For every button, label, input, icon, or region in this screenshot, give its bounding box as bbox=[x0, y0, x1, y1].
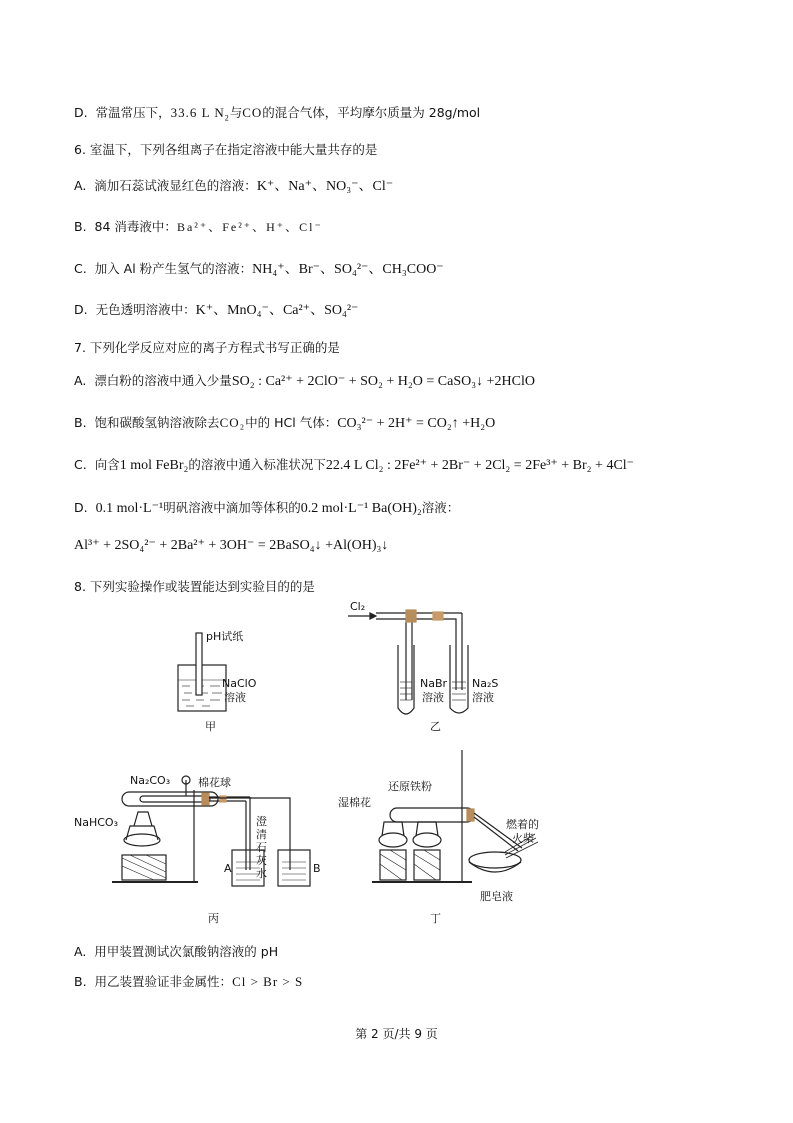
option-text: 84 消毒液中： bbox=[94, 219, 177, 234]
formula: 0.2 mol·L⁻¹ Ba(OH)₂ bbox=[300, 501, 422, 516]
jia-sol-label-1: NaClO bbox=[222, 677, 257, 690]
option-label: C. bbox=[74, 261, 87, 276]
option-text: 明矾溶液中滴加等体积的 bbox=[163, 500, 301, 515]
ding-match-label-2: 火柴 bbox=[512, 832, 534, 845]
jia-sol-label-2: 溶液 bbox=[224, 691, 246, 704]
q7-option-b bbox=[74, 413, 495, 432]
bing-a-label: A bbox=[224, 862, 232, 875]
page-footer: 第 2 页/共 9 页 bbox=[355, 1027, 438, 1041]
apparatus-yi bbox=[348, 610, 468, 714]
apparatus-figure bbox=[74, 600, 600, 935]
bing-cotton-label: 棉花球 bbox=[198, 776, 231, 789]
bing-lime-1: 澄 bbox=[256, 815, 267, 828]
q7-option-d bbox=[74, 498, 459, 517]
option-label: A. bbox=[74, 178, 87, 193]
bing-caption: 丙 bbox=[208, 912, 219, 925]
yi-gas-label: Cl₂ bbox=[350, 600, 366, 613]
text: 与 bbox=[229, 105, 243, 120]
option-label: D. bbox=[74, 500, 88, 515]
yi-tube1-label-2: 溶液 bbox=[422, 691, 444, 704]
bing-lime-3: 石 bbox=[256, 841, 267, 854]
option-label: A. bbox=[74, 373, 87, 388]
ions: K⁺、MnO₄⁻、Ca²⁺、SO₄²⁻ bbox=[195, 303, 359, 318]
option-text: 饱和碳酸氢钠溶液除去 bbox=[94, 415, 220, 430]
option-text: 用乙装置验证非金属性： bbox=[94, 974, 233, 989]
ding-soap-label: 肥皂液 bbox=[480, 890, 513, 903]
ding-caption: 丁 bbox=[430, 912, 441, 925]
q7-option-d-equation bbox=[74, 537, 388, 554]
formula: 33.6 L N bbox=[170, 105, 225, 120]
bing-left-label: NaHCO₃ bbox=[74, 816, 118, 829]
q6-option-d bbox=[74, 299, 358, 319]
ions: K⁺、Na⁺、NO₃⁻、Cl⁻ bbox=[256, 179, 394, 194]
q8-option-b bbox=[74, 972, 303, 990]
yi-tube2-label-1: Na₂S bbox=[472, 677, 499, 690]
option-text: 无色透明溶液中： bbox=[95, 302, 196, 317]
equation: SO₂ : Ca²⁺ + 2ClO⁻ + SO₂ + H₂O = CaSO₃↓ +2HClO bbox=[231, 374, 535, 389]
bing-lime-5: 水 bbox=[256, 867, 267, 880]
jia-caption: 甲 bbox=[205, 720, 216, 733]
option-label: B. bbox=[74, 974, 87, 989]
option-text: 中的 HCl 气体： bbox=[245, 415, 338, 430]
option-text: 向含 bbox=[94, 457, 120, 472]
option-text: 溶液： bbox=[421, 500, 460, 515]
ions: Ba²⁺、Fe²⁺、H⁺、Cl⁻ bbox=[176, 220, 323, 234]
formula: CO bbox=[242, 105, 263, 120]
option-text: 用甲装置测试次氯酸钠溶液的 pH bbox=[94, 944, 279, 959]
text: 的混合气体，平均摩尔质量为 28g/mol bbox=[262, 105, 481, 120]
ding-wet-label: 湿棉花 bbox=[338, 796, 371, 809]
equation: CO₃²⁻ + 2H⁺ = CO₂↑ +H₂O bbox=[337, 416, 496, 431]
bing-lime-2: 清 bbox=[256, 828, 267, 841]
option-text: 加入 Al 粉产生氢气的溶液： bbox=[94, 261, 253, 276]
ding-match-label-1: 燃着的 bbox=[506, 818, 539, 831]
formula: 1 mol FeBr₂ bbox=[119, 458, 189, 473]
option-label: B. bbox=[74, 415, 87, 430]
equation: 22.4 L Cl₂ : 2Fe²⁺ + 2Br⁻ + 2Cl₂ = 2Fe³⁺ + Br₂ + 4Cl⁻ bbox=[325, 458, 635, 473]
question-8: 8. 下列实验操作或装置能达到实验目的的是 bbox=[74, 579, 315, 594]
q7-option-c bbox=[74, 455, 634, 474]
yi-caption: 乙 bbox=[430, 720, 441, 733]
option-text: 的溶液中通入标准状况下 bbox=[188, 457, 326, 472]
yi-tube2-label-2: 溶液 bbox=[472, 691, 494, 704]
bing-b-label: B bbox=[313, 862, 321, 875]
question-6: 6. 室温下，下列各组离子在指定溶液中能大量共存的是 bbox=[74, 142, 378, 157]
formula: 0.1 mol·L⁻¹ bbox=[95, 501, 164, 516]
subscript: 2 bbox=[224, 113, 230, 123]
formula: CO₂ bbox=[219, 415, 246, 430]
option-label: D. bbox=[74, 105, 88, 120]
relation: Cl > Br > S bbox=[232, 974, 304, 989]
q6-option-c bbox=[74, 258, 444, 278]
apparatus-jia bbox=[178, 633, 226, 711]
bing-top-label: Na₂CO₃ bbox=[130, 774, 171, 787]
option-label: D. bbox=[74, 302, 88, 317]
q7-option-a bbox=[74, 371, 535, 390]
apparatus-bing bbox=[112, 776, 310, 886]
equation: Al³⁺ + 2SO₄²⁻ + 2Ba²⁺ + 3OH⁻ = 2BaSO₄↓ +Al(OH)₃↓ bbox=[74, 538, 389, 553]
text: 常温常压下， bbox=[95, 105, 171, 120]
q6-option-b bbox=[74, 217, 323, 235]
option-label: A. bbox=[74, 944, 87, 959]
option-text: 滴加石蕊试液显红色的溶液： bbox=[94, 178, 257, 193]
option-d-prev bbox=[74, 103, 480, 123]
ding-iron-label: 还原铁粉 bbox=[388, 780, 432, 793]
yi-tube1-label-1: NaBr bbox=[420, 677, 448, 690]
option-text: 漂白粉的溶液中通入少量 bbox=[94, 373, 232, 388]
jia-strip-label: pH试纸 bbox=[206, 630, 244, 643]
q8-option-a bbox=[74, 942, 278, 960]
bing-lime-4: 灰 bbox=[256, 854, 267, 867]
apparatus-ding bbox=[372, 750, 538, 882]
ions: NH₄⁺、Br⁻、SO₄²⁻、CH₃COO⁻ bbox=[252, 262, 444, 277]
question-7: 7. 下列化学反应对应的离子方程式书写正确的是 bbox=[74, 340, 340, 355]
option-label: C. bbox=[74, 457, 87, 472]
q6-option-a bbox=[74, 175, 393, 195]
option-label: B. bbox=[74, 219, 87, 234]
